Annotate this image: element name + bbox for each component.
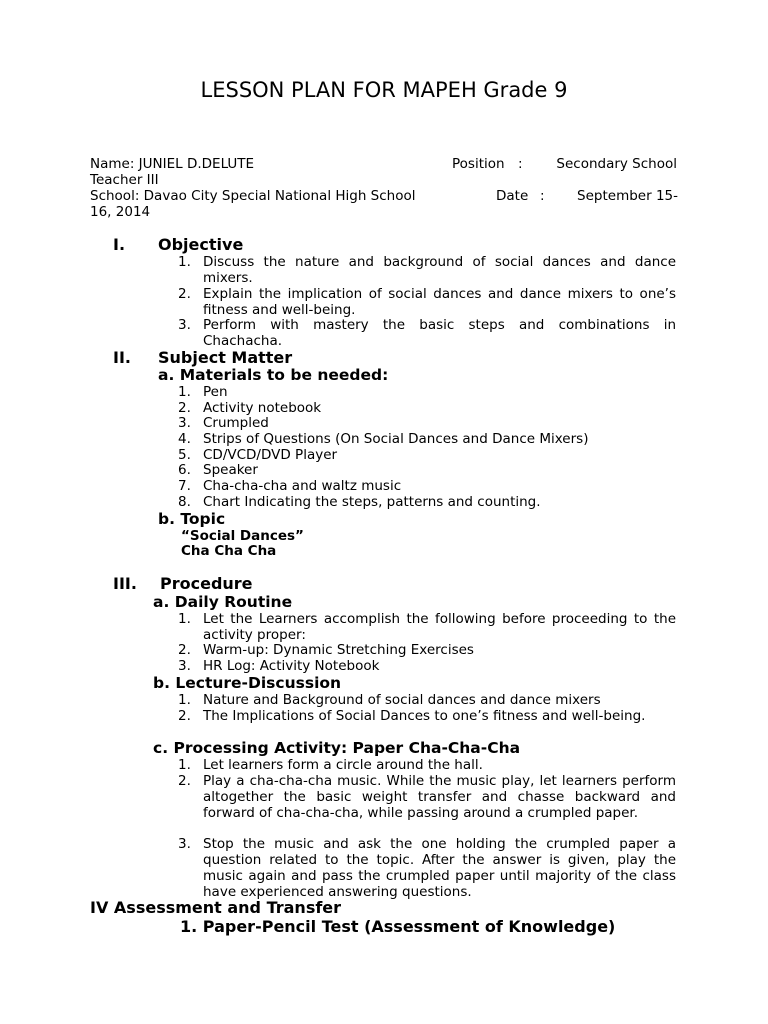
subject-numeral: II. (113, 348, 131, 367)
material-item: 8. Chart Indicating the steps, patterns and counting. (178, 494, 541, 510)
objective-numeral: I. (113, 235, 126, 254)
procedure-heading: Procedure (160, 574, 253, 593)
topic-subtitle: Cha Cha Cha (181, 543, 277, 559)
material-item: 2. Activity notebook (178, 400, 322, 416)
objective-item: 1. Discuss the nature and background of social dances and dance mixers. (178, 254, 676, 286)
position-separator: : (518, 156, 523, 172)
document-title: LESSON PLAN FOR MAPEH Grade 9 (200, 78, 568, 102)
objective-item: 2. Explain the implication of social dances and dance mixers to one’s fitness and well-being. (178, 286, 676, 318)
objective-item: 3. Perform with mastery the basic steps and combinations in Chachacha. (178, 317, 676, 349)
material-item: 4. Strips of Questions (On Social Dances and Dance Mixers) (178, 431, 589, 447)
date-value: September 15- (577, 188, 678, 204)
material-item: 6. Speaker (178, 462, 258, 478)
processing-heading: c. Processing Activity: Paper Cha-Cha-Cha (153, 739, 521, 757)
material-item: 5. CD/VCD/DVD Player (178, 447, 338, 463)
position-value: Secondary School (556, 156, 677, 172)
lecture-heading: b. Lecture-Discussion (153, 674, 342, 692)
date-separator: : (540, 188, 545, 204)
materials-heading: a. Materials to be needed: (158, 366, 389, 384)
daily-routine-heading: a. Daily Routine (153, 593, 293, 611)
daily-routine-item: 3. HR Log: Activity Notebook (178, 658, 380, 674)
daily-routine-item: 2. Warm-up: Dynamic Stretching Exercises (178, 642, 474, 658)
lecture-item: 1. Nature and Background of social dances and dance mixers (178, 692, 601, 708)
assessment-test: 1. Paper-Pencil Test (Assessment of Knowledge) (180, 917, 616, 936)
material-item: 3. Crumpled (178, 415, 269, 431)
date-continued: 16, 2014 (90, 204, 151, 220)
position-continued: Teacher III (90, 172, 159, 188)
objective-heading: Objective (158, 235, 244, 254)
school-name: School: Davao City Special National High School (90, 188, 416, 204)
daily-routine-item: 1. Let the Learners accomplish the following before proceeding to the activity proper: (178, 611, 676, 643)
lecture-item: 2. The Implications of Social Dances to one’s fitness and well-being. (178, 708, 646, 724)
processing-item: 1. Let learners form a circle around the hall. (178, 757, 483, 773)
processing-item: 3. Stop the music and ask the one holding the crumpled paper a question related to the topic. After the answer is given, play the music again and pass the crumpled paper until majority of the class have experienced answering questions. (178, 836, 676, 900)
position-label: Position (452, 156, 505, 172)
topic-heading: b. Topic (158, 510, 226, 528)
teacher-name: Name: JUNIEL D.DELUTE (90, 156, 255, 172)
subject-heading: Subject Matter (158, 348, 293, 367)
date-label: Date (496, 188, 529, 204)
topic-title: “Social Dances” (181, 528, 304, 544)
assessment-heading: IV Assessment and Transfer (90, 898, 342, 917)
procedure-numeral: III. (113, 574, 137, 593)
material-item: 7. Cha-cha-cha and waltz music (178, 478, 402, 494)
material-item: 1. Pen (178, 384, 228, 400)
processing-item: 2. Play a cha-cha-cha music. While the music play, let learners perform altogether the basic weight transfer and chasse backward and forward of cha-cha-cha, while passing around a crumpled paper. (178, 773, 676, 821)
